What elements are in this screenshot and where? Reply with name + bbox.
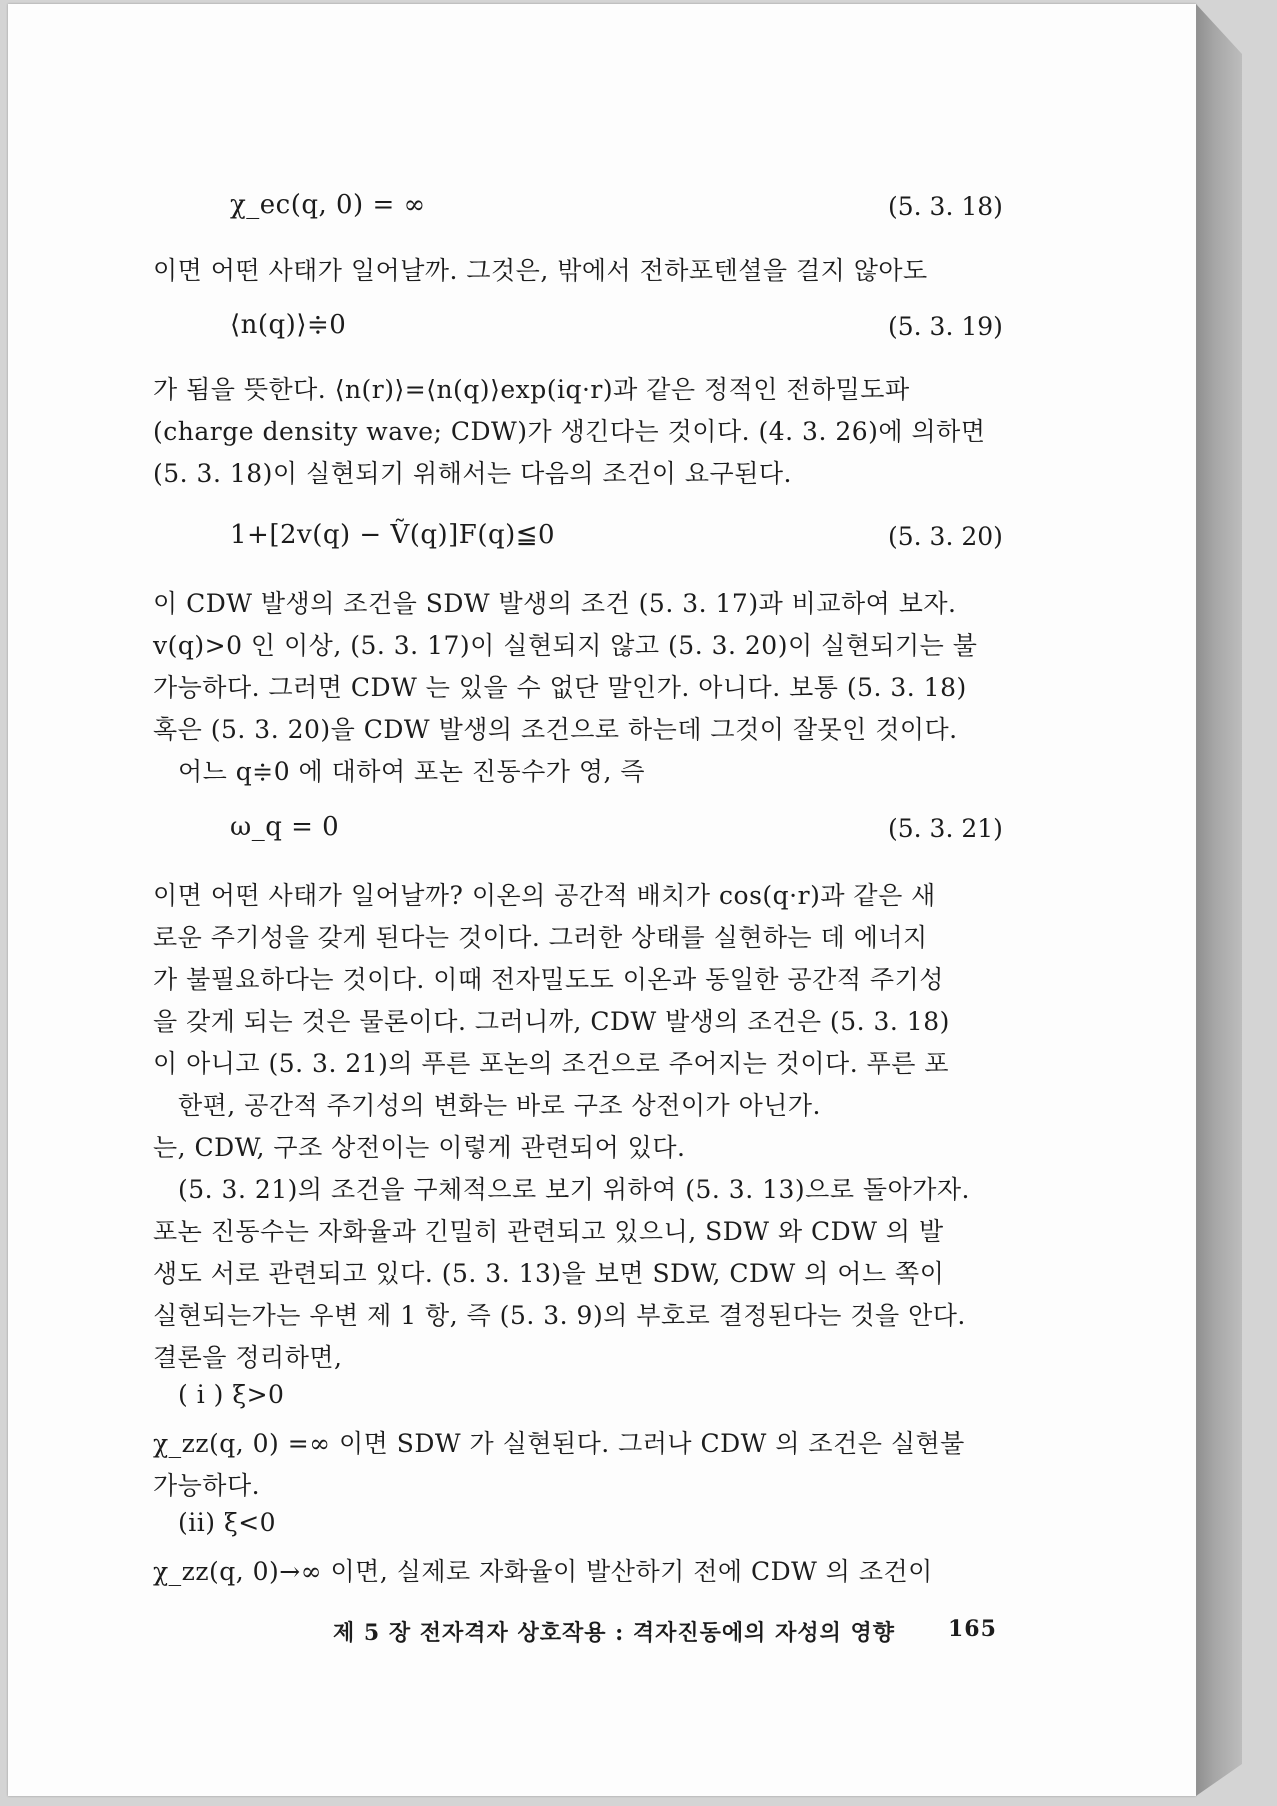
text-line: 가능하다. 그러면 CDW 는 있을 수 없단 말인가. 아니다. 보통 (5. 3. 18) xyxy=(153,673,967,702)
equation-5-3-21: ω_q = 0 xyxy=(230,812,340,842)
text-line: 실현되는가는 우변 제 1 항, 즉 (5. 3. 9)의 부호로 결정된다는 것을 안다. xyxy=(153,1301,966,1330)
text-line: 이 CDW 발생의 조건을 SDW 발생의 조건 (5. 3. 17)과 비교하여 보자. xyxy=(153,589,957,618)
text-line: 생도 서로 관련되고 있다. (5. 3. 13)을 보면 SDW, CDW 의 어느 쪽이 xyxy=(153,1259,945,1288)
text-line: (5. 3. 21)의 조건을 구체적으로 보기 위하여 (5. 3. 13)으로 돌아가자. xyxy=(178,1175,970,1204)
equation-5-3-18: χ_ec(q, 0) = ∞ xyxy=(230,190,426,220)
text-line: χ_zz(q, 0)→∞ 이면, 실제로 자화율이 발산하기 전에 CDW 의 조건이 xyxy=(153,1557,933,1586)
running-footer-chapter: 제 5 장 전자격자 상호작용 : 격자진동에의 자성의 영향 xyxy=(333,1620,895,1646)
text-line: 을 갖게 되는 것은 물론이다. 그러니까, CDW 발생의 조건은 (5. 3. 18) xyxy=(153,1007,950,1036)
case-label: (ii) ξ<0 xyxy=(178,1508,277,1537)
text-line: 가능하다. xyxy=(153,1471,261,1500)
text-line: 혹은 (5. 3. 20)을 CDW 발생의 조건으로 하는데 그것이 잘못인 것이다. xyxy=(153,715,958,744)
text-line: (charge density wave; CDW)가 생긴다는 것이다. (4. 3. 26)에 의하면 xyxy=(153,417,986,446)
text-line: 어느 q≑0 에 대하여 포논 진동수가 영, 즉 xyxy=(178,757,646,786)
text-line: 가 불필요하다는 것이다. 이때 전자밀도도 이온과 동일한 공간적 주기성 xyxy=(153,965,944,994)
text-line: v(q)>0 인 이상, (5. 3. 17)이 실현되지 않고 (5. 3. 20)이 실현되기는 불 xyxy=(153,631,978,660)
equation-number: (5. 3. 19) xyxy=(888,312,1003,341)
text-line: 결론을 정리하면, xyxy=(153,1343,343,1372)
text-line: 로운 주기성을 갖게 된다는 것이다. 그러한 상태를 실현하는 데 에너지 xyxy=(153,923,928,952)
equation-number: (5. 3. 21) xyxy=(888,814,1003,843)
text-line: χ_zz(q, 0) =∞ 이면 SDW 가 실현된다. 그러나 CDW 의 조건은 실현불 xyxy=(153,1429,965,1458)
equation-5-3-20: 1+[2v(q) − Ṽ(q)]F(q)≦0 xyxy=(230,520,556,550)
case-label: ( i ) ξ>0 xyxy=(178,1380,285,1409)
book-page xyxy=(8,4,1196,1796)
equation-number: (5. 3. 20) xyxy=(888,522,1003,551)
equation-number: (5. 3. 18) xyxy=(888,192,1003,221)
text-line: 포논 진동수는 자화율과 긴밀히 관련되고 있으니, SDW 와 CDW 의 발 xyxy=(153,1217,944,1246)
text-line: 는, CDW, 구조 상전이는 이렇게 관련되어 있다. xyxy=(153,1133,686,1162)
equation-5-3-19: ⟨n(q)⟩≑0 xyxy=(230,310,347,340)
text-line: 이면 어떤 사태가 일어날까. 그것은, 밖에서 전하포텐셜을 걸지 않아도 xyxy=(153,256,928,285)
text-line: 이면 어떤 사태가 일어날까? 이온의 공간적 배치가 cos(q·r)과 같은 새 xyxy=(153,881,936,910)
text-line: (5. 3. 18)이 실현되기 위해서는 다음의 조건이 요구된다. xyxy=(153,459,792,488)
text-line: 가 됨을 뜻한다. ⟨n(r)⟩=⟨n(q)⟩exp(iq·r)과 같은 정적인 전하밀도파 xyxy=(153,375,910,404)
text-line: 한편, 공간적 주기성의 변화는 바로 구조 상전이가 아닌가. xyxy=(178,1091,821,1120)
page-number: 165 xyxy=(948,1616,997,1642)
text-line: 이 아니고 (5. 3. 21)의 푸른 포논의 조건으로 주어지는 것이다. 푸른 포 xyxy=(153,1049,949,1078)
book-spine xyxy=(1196,4,1242,1796)
